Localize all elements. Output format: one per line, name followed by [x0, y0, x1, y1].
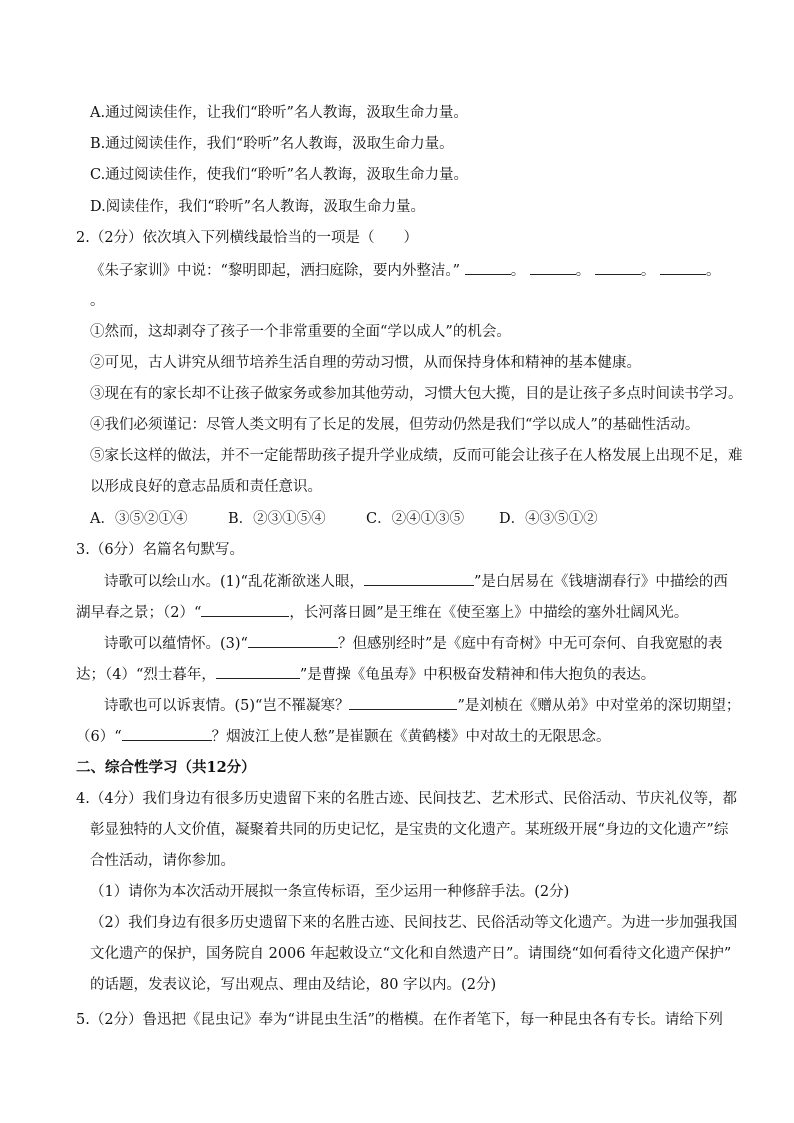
q2-sentence-5: ⑤家长这样的做法，并不一定能帮助孩子提升学业成绩，反而可能会让孩子在人格发展上出现不足，难 — [90, 448, 743, 464]
q4-sub-1: （1）请你为本次活动开展拟一条宣传标语，至少运用一种修辞手法。(2分) — [90, 884, 570, 900]
q2-options — [90, 509, 598, 529]
q3-stem: 3.（6分）名篇名句默写。 — [76, 542, 245, 558]
q2-sentence-5-cont: 以形成良好的意志品质和责任意识。 — [90, 479, 322, 495]
q3-p2-line1 — [104, 633, 722, 654]
section-2-heading: 二、综合性学习（共12分） — [76, 759, 256, 776]
q3-blank-4[interactable] — [216, 664, 300, 679]
q1-option-b: B.通过阅读佳作，我们“聆听”名人教诲，汲取生命力量。 — [90, 136, 454, 152]
q2-quote-line — [90, 260, 721, 281]
q1-option-a: A.通过阅读佳作，让我们“聆听”名人教诲，汲取生命力量。 — [90, 105, 468, 121]
q3-blank-1[interactable] — [364, 571, 474, 586]
q3-p1-line1 — [104, 571, 728, 592]
q2-sentence-2: ②可见，古人讲究从细节培养生活自理的劳动习惯，从而保持身体和精神的基本健康。 — [90, 355, 641, 371]
q2-sep-1: 。 — [510, 263, 526, 279]
q3-blank-3[interactable] — [248, 633, 338, 648]
q2-stem: 2.（2分）依次填入下列横线最恰当的一项是（ ） — [76, 230, 419, 246]
q3-blank-6[interactable] — [122, 726, 212, 741]
q2-sep-4: 。 — [706, 263, 721, 279]
q3-p3d: ？烟波江上使人愁”是崔颢在《黄鹤楼》中对故土的无限思念。 — [211, 729, 611, 745]
q2-blank-4[interactable] — [660, 260, 706, 275]
q4-line-1: 4.（4分）我们身边有很多历史遗留下来的名胜古迹、民间技艺、艺术形式、民俗活动、节庆礼仪等，都 — [76, 791, 738, 807]
q1-option-d: D.阅读佳作，我们“聆听”名人教诲，汲取生命力量。 — [90, 199, 426, 215]
q3-p3a: 诗歌也可以诉衷情。(5)“岂不罹凝寒？ — [104, 698, 350, 714]
q2-sentence-1: ①然而，这却剥夺了孩子一个非常重要的全面“学以成人”的机会。 — [90, 324, 511, 340]
q2-option-d[interactable]: D．④③⑤①② — [499, 511, 598, 527]
q4-sub-2-line3: 的话题，发表议论，写出观点、理由及结论，80 字以内。(2分) — [90, 977, 497, 993]
q3-p2-line2 — [76, 664, 655, 685]
q4-sub-2-line2: 文化遗产的保护，国务院自 2006 年起敕设立“文化和自然遗产日”。请围绕“如何看待文化遗产保护” — [90, 946, 732, 962]
q2-blank-1[interactable] — [465, 260, 511, 275]
q2-option-b[interactable]: B．②③①⑤④ — [228, 511, 326, 527]
q2-option-c[interactable]: C．②④①③⑤ — [366, 511, 465, 527]
q3-p3-line1 — [104, 695, 740, 716]
q3-p3c: （6）“ — [76, 729, 122, 745]
q3-blank-2[interactable] — [201, 602, 289, 617]
q2-blank-2[interactable] — [530, 260, 576, 275]
q3-p1-line2 — [76, 602, 688, 623]
q3-p2a: 诗歌可以蕴情怀。(3)“ — [104, 636, 248, 652]
q2-sep-2: 。 — [575, 263, 591, 279]
q2-blank-5-tail: 。 — [90, 293, 105, 309]
q2-sep-3: 。 — [640, 263, 656, 279]
q2-sentence-3: ③现在有的家长却不让孩子做家务或参加其他劳动，习惯大包大揽，目的是让孩子多点时间读书学习。 — [90, 386, 743, 402]
q2-option-a[interactable]: A．③⑤②①④ — [90, 511, 188, 527]
q2-blank-3[interactable] — [595, 260, 641, 275]
q3-p1b: ”是白居易在《钱塘湖春行》中描绘的西 — [473, 574, 728, 590]
q3-p2b: ？但感别经时”是《庭中有奇树》中无可奈何、自我宽慰的表 — [337, 636, 723, 652]
q3-p2d: ”是曹操《龟虽寿》中积极奋发精神和伟大抱负的表达。 — [299, 667, 656, 683]
q2-sentence-4: ④我们必须谨记：尽管人类文明有了长足的发展，但劳动仍然是我们“学以成人”的基础性活动。 — [90, 417, 700, 433]
q3-blank-5[interactable] — [349, 695, 457, 710]
q3-p1d: ，长河落日圆”是王维在《使至塞上》中描绘的塞外壮阔风光。 — [289, 605, 689, 621]
q3-p1a: 诗歌可以绘山水。(1)“乱花渐欲迷人眼， — [104, 574, 364, 590]
q4-line-3: 合性活动，请你参加。 — [90, 853, 235, 869]
q4-sub-2-line1: （2）我们身边有很多历史遗留下来的名胜古迹、民间技艺、民俗活动等文化遗产。为进一步加强我国 — [90, 915, 738, 931]
q4-line-2: 彰显独特的人文价值，凝聚着共同的历史记忆，是宝贵的文化遗产。某班级开展“身边的文化遗产”综 — [90, 822, 729, 838]
q3-p2c: 达；（4）“烈士暮年， — [76, 667, 216, 683]
q3-p3-line2 — [76, 726, 611, 747]
q2-quote: 《朱子家训》中说：“黎明即起，洒扫庭除，要内外整洁。” — [90, 263, 461, 279]
q1-option-c: C.通过阅读佳作，使我们“聆听”名人教诲，汲取生命力量。 — [90, 167, 469, 183]
q3-p1c: 湖早春之景；（2）“ — [76, 605, 202, 621]
q3-p3b: ”是刘桢在《赠从弟》中对堂弟的深切期望； — [457, 698, 741, 714]
q5-line-1: 5.（2分）鲁迅把《昆虫记》奉为“讲昆虫生活”的楷模。在作者笔下，每一种昆虫各有专长。请给下列 — [76, 1012, 723, 1028]
